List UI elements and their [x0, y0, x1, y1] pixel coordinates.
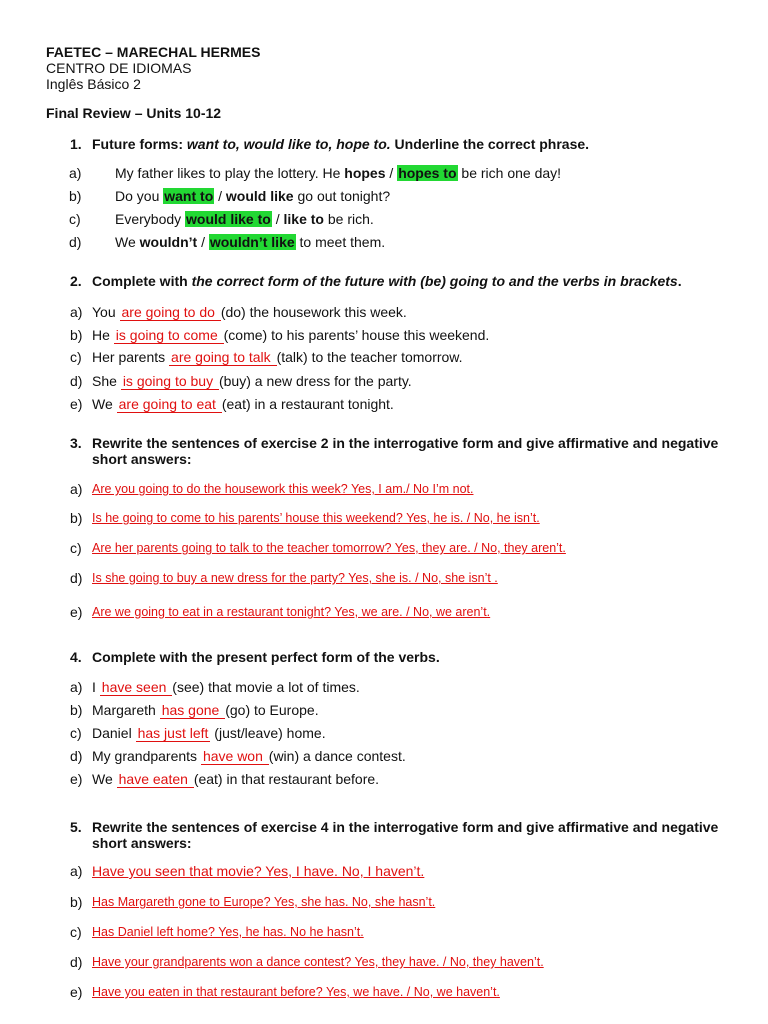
item-label: d)	[70, 570, 83, 586]
item-label: b)	[70, 510, 83, 526]
item-label: a)	[70, 304, 83, 320]
section-4-title: Complete with the present perfect form of the verbs.	[92, 649, 440, 665]
course-name: Inglês Básico 2	[46, 76, 141, 92]
s4-item-b: Margareth has gone (go) to Europe.	[92, 702, 319, 718]
item-label: d)	[70, 373, 83, 389]
section-1-number: 1.	[70, 136, 82, 152]
filled-answer: are going to eat	[118, 396, 220, 412]
highlighted-answer: hopes to	[398, 165, 457, 181]
filled-answer: is going to come	[115, 327, 222, 343]
item-label: d)	[69, 234, 82, 250]
s3-answer-d: Is she going to buy a new dress for the party? Yes, she is. / No, she isn’t .	[92, 571, 498, 585]
item-label: d)	[70, 954, 83, 970]
item-label: b)	[69, 188, 82, 204]
s4-item-a: I have seen (see) that movie a lot of times.	[92, 679, 360, 695]
highlighted-answer: wouldn’t like	[209, 234, 295, 250]
item-label: d)	[70, 748, 83, 764]
item-label: b)	[70, 894, 83, 910]
center-name: CENTRO DE IDIOMAS	[46, 60, 192, 76]
item-label: e)	[70, 771, 83, 787]
item-label: c)	[70, 540, 82, 556]
item-label: c)	[69, 211, 81, 227]
s4-item-d: My grandparents have won (win) a dance contest.	[92, 748, 406, 764]
s1-item-d: We wouldn’t / wouldn’t like to meet them.	[115, 234, 386, 250]
s5-answer-e: Have you eaten in that restaurant before? Yes, we have. / No, we haven’t.	[92, 985, 500, 999]
item-label: c)	[70, 924, 82, 940]
section-5-title-line1: Rewrite the sentences of exercise 4 in the interrogative form and give affirmative and negative	[92, 819, 719, 835]
item-label: a)	[70, 481, 83, 497]
s2-item-a: You are going to do (do) the housework this week.	[92, 304, 407, 320]
s3-answer-c: Are her parents going to talk to the teacher tomorrow? Yes, they are. / No, they aren’t.	[92, 541, 566, 555]
s1-item-b: Do you want to / would like go out tonight?	[115, 188, 391, 204]
item-label: a)	[69, 165, 82, 181]
section-3-title-line2: short answers:	[92, 451, 192, 467]
section-5-title-line2: short answers:	[92, 835, 192, 851]
filled-answer: is going to buy	[122, 373, 217, 389]
item-label: a)	[70, 863, 83, 879]
filled-answer: has gone	[161, 702, 224, 718]
item-label: b)	[70, 327, 83, 343]
s1-item-a: My father likes to play the lottery. He hopes / hopes to be rich one day!	[115, 165, 562, 181]
s5-answer-d: Have your grandparents won a dance contest? Yes, they have. / No, they haven’t.	[92, 955, 544, 969]
option: would like	[225, 188, 294, 204]
section-1-title: Future forms: want to, would like to, hope to. Underline the correct phrase.	[92, 136, 590, 152]
item-label: a)	[70, 679, 83, 695]
s5-answer-c: Has Daniel left home? Yes, he has. No he hasn’t.	[92, 925, 364, 939]
section-3-number: 3.	[70, 435, 82, 451]
s3-answer-a: Are you going to do the housework this week? Yes, I am./ No I’m not.	[92, 482, 474, 496]
filled-answer: have seen	[101, 679, 171, 695]
filled-answer: have won	[202, 748, 267, 764]
filled-answer: have eaten	[118, 771, 192, 787]
s3-answer-e: Are we going to eat in a restaurant tonight? Yes, we are. / No, we aren’t.	[92, 605, 491, 619]
option: hopes	[344, 165, 386, 181]
section-2-number: 2.	[70, 273, 82, 289]
item-label: e)	[70, 984, 83, 1000]
review-title: Final Review – Units 10-12	[46, 105, 222, 121]
s4-item-e: We have eaten (eat) in that restaurant before.	[92, 771, 380, 787]
s2-item-c: Her parents are going to talk (talk) to the teacher tomorrow.	[92, 349, 463, 365]
item-label: e)	[70, 604, 83, 620]
section-5-number: 5.	[70, 819, 82, 835]
section-4-number: 4.	[70, 649, 82, 665]
item-label: c)	[70, 349, 82, 365]
highlighted-answer: would like to	[186, 211, 271, 227]
s2-item-d: She is going to buy (buy) a new dress for the party.	[92, 373, 412, 389]
school-name: FAETEC – MARECHAL HERMES	[46, 44, 261, 60]
option: like to	[283, 211, 324, 227]
item-label: b)	[70, 702, 83, 718]
filled-answer: are going to do	[121, 304, 219, 320]
highlighted-answer: want to	[164, 188, 214, 204]
item-label: c)	[70, 725, 82, 741]
section-3-title-line1: Rewrite the sentences of exercise 2 in the interrogative form and give affirmative and negative	[92, 435, 719, 451]
item-label: e)	[70, 396, 83, 412]
s1-item-c: Everybody would like to / like to be rich.	[115, 211, 374, 227]
s2-item-b: He is going to come (come) to his parents’ house this weekend.	[92, 327, 490, 343]
option: wouldn’t	[139, 234, 198, 250]
s2-item-e: We are going to eat (eat) in a restaurant tonight.	[92, 396, 394, 412]
section-2-title: Complete with the correct form of the future with (be) going to and the verbs in brackets.	[92, 273, 682, 289]
filled-answer: has just left	[137, 725, 209, 741]
s3-answer-b: Is he going to come to his parents’ house this weekend? Yes, he is. / No, he isn’t.	[92, 511, 540, 525]
s4-item-c: Daniel has just left (just/leave) home.	[92, 725, 326, 741]
s5-answer-a: Have you seen that movie? Yes, I have. No, I haven’t.	[92, 863, 425, 879]
filled-answer: are going to talk	[171, 349, 275, 365]
s5-answer-b: Has Margareth gone to Europe? Yes, she has. No, she hasn’t.	[92, 895, 436, 909]
